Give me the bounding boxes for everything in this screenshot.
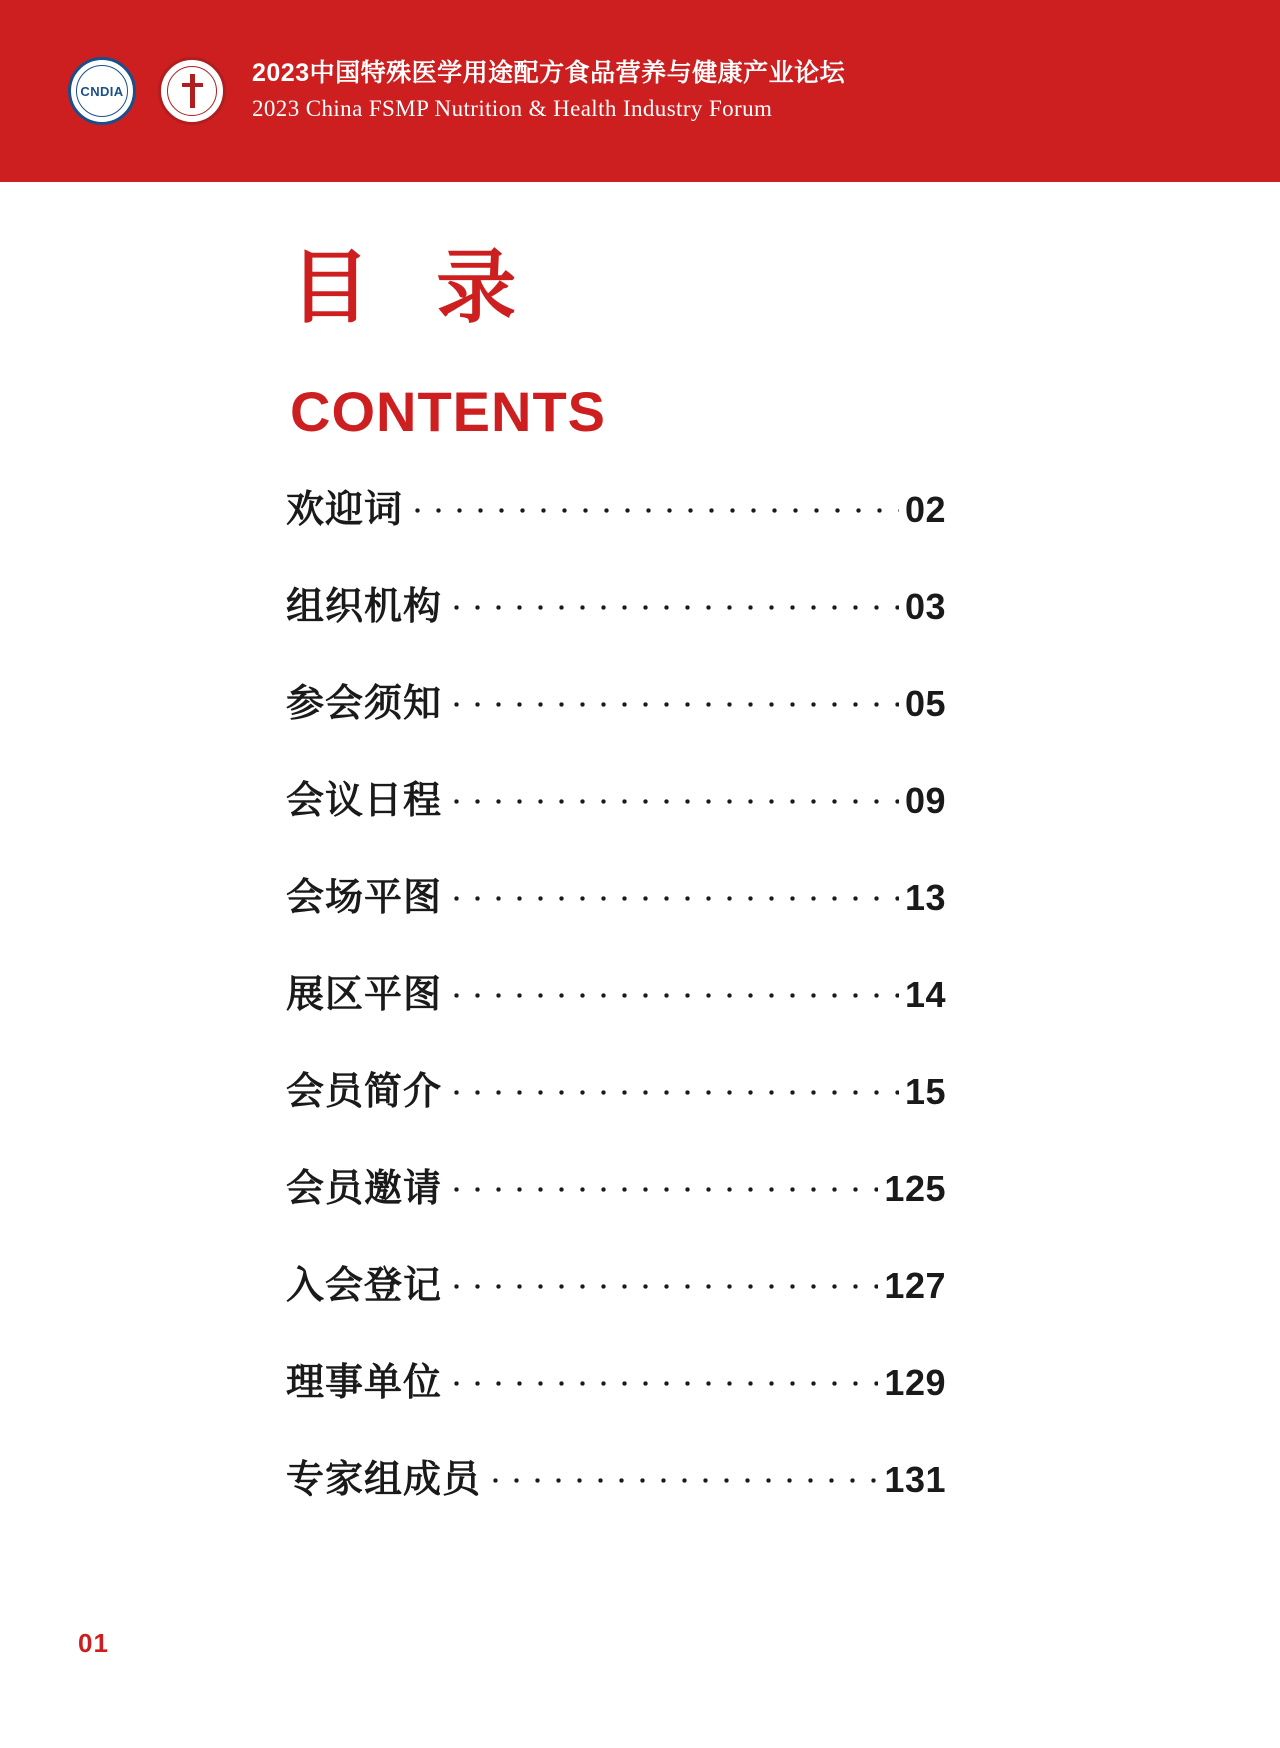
- toc-entry[interactable]: [286, 672, 946, 769]
- toc-entry-page: 129: [884, 1362, 946, 1403]
- toc-entry[interactable]: [286, 1060, 946, 1157]
- toc-leader-dots: [446, 969, 899, 1007]
- toc-entry-page: 127: [884, 1265, 946, 1306]
- table-of-contents: [286, 478, 946, 1545]
- toc-entry-page: 14: [904, 974, 946, 1015]
- toc-entry[interactable]: [286, 1157, 946, 1254]
- toc-entry-label: 入会登记: [286, 1265, 443, 1307]
- contents-title-cn: 目 录: [290, 243, 539, 332]
- toc-entry[interactable]: [286, 478, 946, 575]
- toc-entry-page: 125: [884, 1168, 946, 1209]
- header-title-block: [252, 58, 845, 123]
- toc-leader-dots: [407, 484, 899, 522]
- toc-entry-label: 展区平图: [286, 974, 443, 1016]
- toc-entry[interactable]: [286, 1254, 946, 1351]
- toc-entry-page: 131: [884, 1459, 946, 1500]
- toc-entry[interactable]: [286, 575, 946, 672]
- toc-leader-dots: [446, 1066, 899, 1104]
- toc-entry-label: 组织机构: [286, 586, 443, 628]
- toc-entry-label: 会议日程: [286, 780, 443, 822]
- toc-entry-label: 欢迎词: [286, 489, 404, 531]
- header-title-cn: 2023中国特殊医学用途配方食品营养与健康产业论坛: [252, 59, 846, 88]
- toc-entry[interactable]: [286, 1351, 946, 1448]
- page-number: 01: [78, 1628, 109, 1658]
- toc-entry-page: 02: [904, 489, 946, 530]
- toc-entry-label: 会员邀请: [286, 1168, 443, 1210]
- toc-entry-label: 会场平图: [286, 877, 443, 919]
- header-logos: [68, 57, 226, 125]
- toc-entry-page: 09: [904, 780, 946, 821]
- toc-entry-label: 参会须知: [286, 683, 443, 725]
- toc-entry-page: 05: [904, 683, 946, 724]
- header-title-en: 2023 China FSMP Nutrition & Health Industry Forum: [252, 95, 773, 121]
- toc-entry-label: 专家组成员: [286, 1459, 482, 1501]
- toc-leader-dots: [446, 1163, 878, 1201]
- cndia-logo-label: CNDIA: [80, 83, 124, 99]
- toc-entry-page: 15: [904, 1071, 946, 1112]
- toc-entry[interactable]: [286, 1448, 946, 1545]
- toc-leader-dots: [446, 678, 899, 716]
- forum-emblem-icon: [158, 57, 226, 125]
- toc-entry[interactable]: [286, 769, 946, 866]
- toc-entry[interactable]: [286, 963, 946, 1060]
- toc-leader-dots: [446, 1260, 878, 1298]
- toc-leader-dots: [446, 581, 899, 619]
- toc-entry-label: 理事单位: [286, 1362, 443, 1404]
- toc-entry-page: 13: [904, 877, 946, 918]
- toc-entry-label: 会员简介: [286, 1071, 443, 1113]
- page-header: [0, 0, 1280, 182]
- cndia-logo-icon: [68, 57, 136, 125]
- toc-leader-dots: [446, 775, 899, 813]
- contents-title-en: CONTENTS: [290, 380, 606, 443]
- toc-leader-dots: [485, 1454, 878, 1492]
- toc-leader-dots: [446, 872, 899, 910]
- toc-leader-dots: [446, 1357, 878, 1395]
- emblem-shape-icon: [186, 74, 199, 108]
- toc-entry[interactable]: [286, 866, 946, 963]
- toc-entry-page: 03: [904, 586, 946, 627]
